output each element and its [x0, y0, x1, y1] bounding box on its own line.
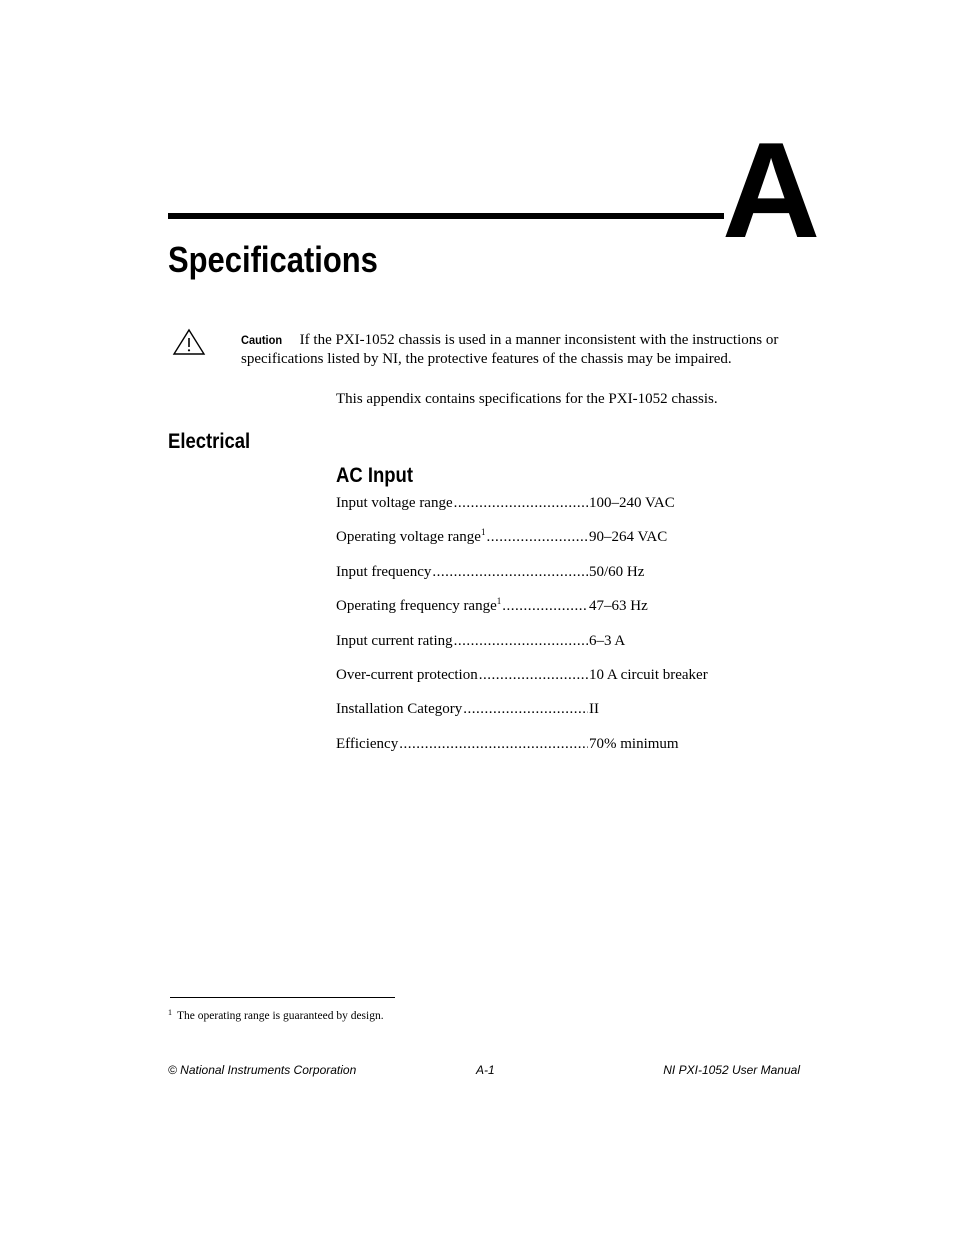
- footnote: [168, 1009, 384, 1023]
- spec-value: 50/60 Hz: [589, 563, 645, 580]
- footnote-rule: [170, 997, 395, 998]
- caution-note: [241, 331, 811, 369]
- caution-text: If the PXI-1052 chassis is used in a manner inconsistent with the instructions or specifications listed by NI, the protective features of the chassis may be impaired.: [241, 332, 779, 367]
- intro-paragraph: This appendix contains specifications for the PXI-1052 chassis.: [336, 391, 718, 407]
- footnote-text: The operating range is guaranteed by design.: [177, 1010, 384, 1022]
- dot-leader: [485, 528, 588, 547]
- page-title: Specifications: [168, 239, 378, 280]
- spec-label: Input frequency: [336, 563, 432, 580]
- spec-row: [336, 700, 776, 734]
- spec-label: Over-current protection: [336, 666, 478, 683]
- chapter-letter: A: [722, 114, 819, 266]
- dot-leader: [398, 735, 588, 754]
- dot-leader: [462, 700, 588, 719]
- spec-list: [336, 494, 776, 769]
- section-heading-electrical: Electrical: [168, 430, 251, 453]
- spec-value: 10 A circuit breaker: [589, 666, 708, 683]
- subsection-heading-ac-input: AC Input: [336, 464, 413, 487]
- chapter-rule: [168, 213, 724, 219]
- footer-page-number: A-1: [476, 1063, 495, 1077]
- spec-row: [336, 563, 776, 597]
- footnote-ref: 1: [480, 528, 486, 538]
- spec-value: 47–63 Hz: [589, 598, 648, 615]
- footer-copyright: © National Instruments Corporation: [168, 1063, 357, 1077]
- spec-value: 70% minimum: [589, 735, 679, 752]
- spec-row: [336, 597, 776, 631]
- spec-value: 100–240 VAC: [589, 495, 675, 511]
- spec-label: Input voltage range: [336, 495, 453, 511]
- spec-row: [336, 632, 776, 666]
- spec-row: [336, 735, 776, 769]
- spec-label: Installation Category: [336, 701, 463, 718]
- spec-label: Efficiency: [336, 735, 399, 752]
- spec-value: 6–3 A: [589, 632, 626, 649]
- spec-value: 90–264 VAC: [589, 529, 668, 546]
- spec-label: Input current rating: [336, 632, 453, 649]
- dot-leader: [478, 666, 588, 685]
- dot-leader: [431, 563, 588, 582]
- spec-label: Operating frequency range$^1$: [336, 597, 502, 615]
- footnote-ref: 1: [496, 597, 502, 607]
- spec-row: [336, 528, 776, 562]
- footer-manual-title: NI PXI-1052 User Manual: [663, 1063, 800, 1077]
- spec-label: Operating voltage range$^1$: [336, 528, 486, 546]
- spec-row: [336, 494, 776, 528]
- dot-leader: [501, 597, 588, 616]
- spec-row: [336, 666, 776, 700]
- dot-leader: [453, 632, 588, 651]
- footnote-marker: 1: [168, 1008, 172, 1017]
- caution-label: Caution: [241, 333, 283, 347]
- spec-value: II: [589, 701, 599, 718]
- warning-triangle-icon: [172, 328, 206, 356]
- dot-leader: [453, 494, 588, 513]
